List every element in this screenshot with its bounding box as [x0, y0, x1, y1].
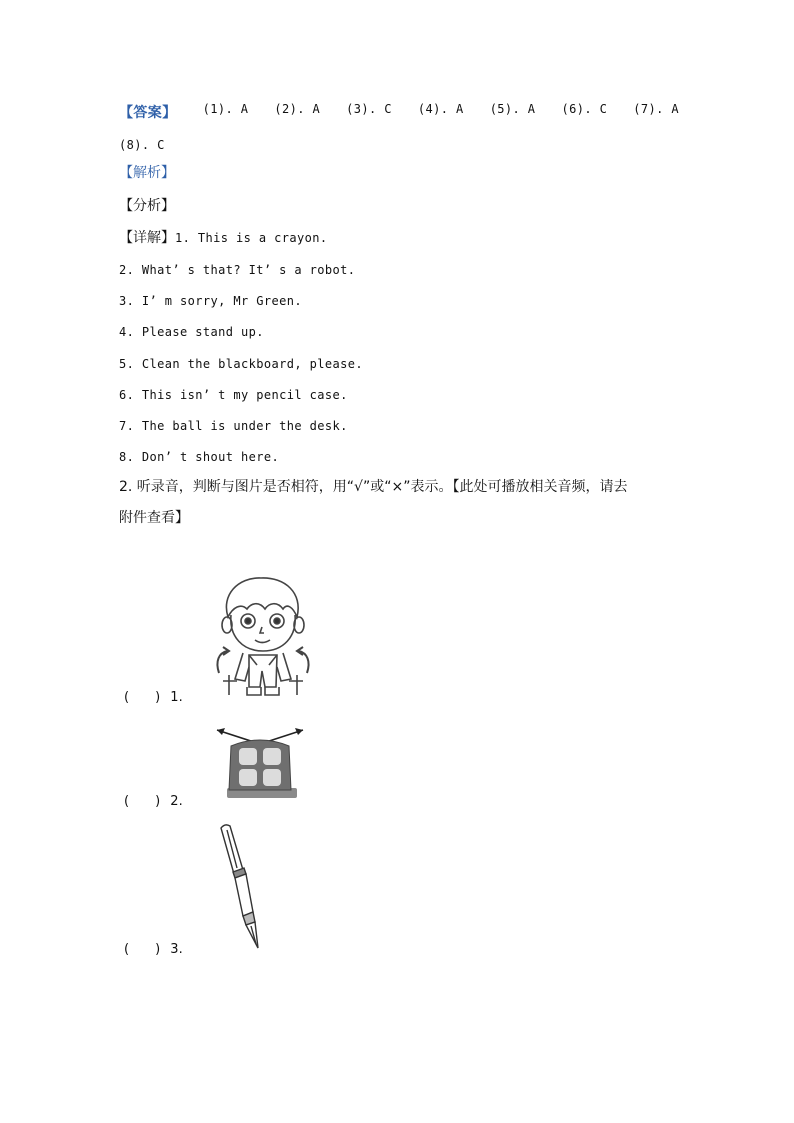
- answer-label: 【答案】: [119, 105, 177, 121]
- answer-item: (6). C: [561, 102, 608, 116]
- detail-sentence: 6. This isn’ t my pencil case.: [119, 388, 348, 402]
- fenxi-label: 【分析】: [119, 198, 175, 214]
- answer-item: (2). A: [274, 102, 321, 116]
- item-3: [124, 938, 183, 957]
- question2-line2: 附件查看】: [119, 510, 189, 526]
- answer-item: (5). A: [489, 102, 536, 116]
- answer-blank[interactable]: ( ): [124, 690, 161, 705]
- item-number: 2.: [170, 794, 183, 809]
- detail-sentence: 2. What’ s that? It’ s a robot.: [119, 263, 356, 277]
- detail-sentence: 4. Please stand up.: [119, 325, 264, 339]
- tv-icon: [213, 724, 308, 802]
- answer-item: (7). A: [633, 102, 679, 116]
- detail-sentence: 8. Don’ t shout here.: [119, 450, 280, 464]
- answer-item: (4). A: [417, 102, 464, 116]
- boy-standing-up-icon: [213, 575, 318, 700]
- item-2: [124, 790, 183, 809]
- answer-blank[interactable]: ( ): [124, 942, 161, 957]
- answer-row: [119, 102, 679, 122]
- detail-line: [119, 228, 328, 249]
- answer-item: (1). A: [202, 102, 249, 116]
- fountain-pen-icon: [215, 822, 265, 952]
- item-number: 1.: [170, 690, 183, 705]
- item-number: 3.: [170, 942, 183, 957]
- answer-item: (3). C: [346, 102, 392, 116]
- detail-sentence: 3. I’ m sorry, Mr Green.: [119, 294, 302, 308]
- item-1: [124, 686, 183, 705]
- answer-item-wrapped: (8). C: [119, 138, 165, 152]
- detail-sentence: 5. Clean the blackboard, please.: [119, 357, 363, 371]
- detail-sentence: 7. The ball is under the desk.: [119, 419, 348, 433]
- analysis-label: 【解析】: [119, 165, 175, 181]
- answer-blank[interactable]: ( ): [124, 794, 161, 809]
- detail-label: 【详解】: [119, 230, 175, 246]
- question2-line1: 2. 听录音，判断与图片是否相符，用“√”或“×”表示。【此处可播放相关音频，请去: [119, 479, 628, 495]
- detail-sentence: 1. This is a crayon.: [175, 231, 328, 245]
